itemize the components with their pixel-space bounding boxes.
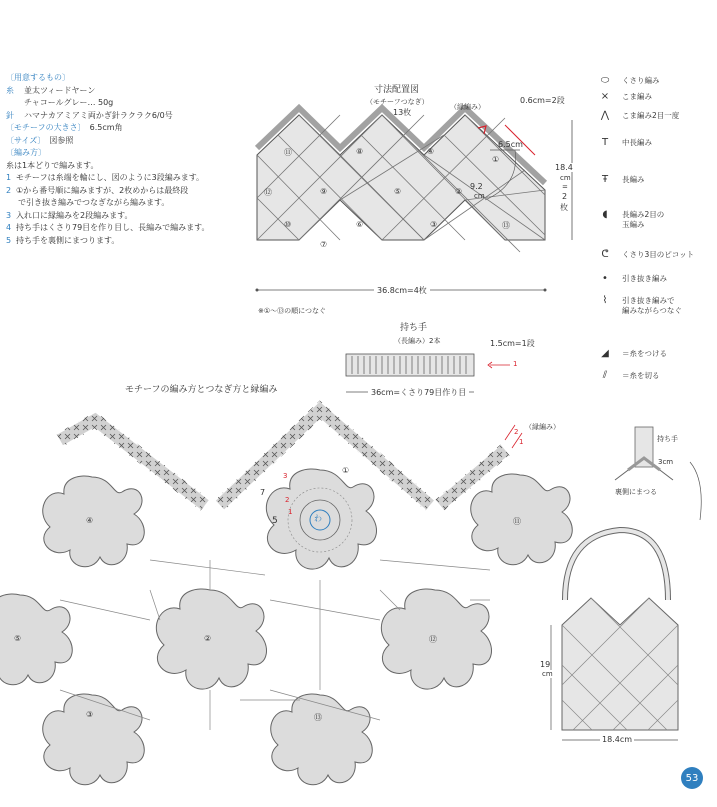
layout-num-5: ⑤ bbox=[394, 187, 402, 196]
chart-round-5: 5 bbox=[272, 516, 278, 526]
layout-width: 36.8cm=4枚 bbox=[374, 285, 430, 296]
chart-num-13: ⑬ bbox=[314, 713, 322, 722]
chart-round-7: 7 bbox=[260, 488, 266, 497]
step-4: 4 持ち手はくさり79目を作り目し、長編みで編みます。 bbox=[6, 223, 210, 232]
step-2: 2 ①から番号順に編みますが、2枚めからは最終段 bbox=[6, 185, 189, 195]
layout-num-3: ③ bbox=[430, 220, 438, 229]
layout-num-13: ⑬ bbox=[502, 221, 510, 230]
layout-num-6: ⑥ bbox=[356, 220, 364, 229]
chart-row-1: 1 bbox=[519, 438, 524, 446]
motif-size: 6.5cm角 bbox=[89, 123, 123, 132]
needle-text: ハマナカアミアミ両かぎ針ラクラク6/0号 bbox=[24, 110, 173, 120]
step-5: 5 持ち手を裏側にまつります。 bbox=[6, 235, 120, 245]
legend-sc2tog: ⋀ こま編み2目一度 bbox=[596, 111, 679, 121]
step-1: 1 モチーフは糸端を輪にし、図のように3段編みます。 bbox=[6, 173, 205, 182]
legend-slip: • 引き抜き編み bbox=[596, 274, 667, 284]
handle-title: 持ち手 bbox=[400, 323, 428, 333]
layout-count: 13枚 bbox=[393, 108, 412, 117]
dc-icon: Ŧ bbox=[601, 174, 609, 185]
yarn-line-2: チャコールグレー… 50g bbox=[24, 98, 114, 107]
step-3: 3 入れ口に縁編みを2段編みます。 bbox=[6, 210, 133, 220]
chain-stitch-icon: ⬭ bbox=[600, 75, 610, 86]
single-crochet-icon: × bbox=[600, 91, 610, 102]
size-label: 〔サイズ〕 bbox=[6, 135, 46, 145]
yarn-line-1: 並太ツィードヤーン bbox=[24, 85, 96, 95]
chart-num-11: ⑪ bbox=[513, 517, 521, 526]
chart-num-3: ③ bbox=[86, 710, 94, 719]
finish-dim: 3cm bbox=[658, 458, 674, 466]
legend-hdc: T 中長編み bbox=[596, 138, 652, 148]
layout-title: 寸法配置図 bbox=[374, 85, 420, 95]
chart-round-3: 3 bbox=[283, 472, 288, 480]
handle-arrow-label: 1 bbox=[513, 360, 518, 368]
handle-dim-right: 1.5cm=1段 bbox=[490, 339, 535, 348]
finish-handle-label: 持ち手 bbox=[657, 435, 678, 443]
chart-num-5: ⑤ bbox=[14, 634, 22, 643]
dc-bobble-icon: ◖ bbox=[602, 209, 608, 220]
bag-height-2: cm bbox=[542, 670, 553, 678]
step-2-cont: で引き抜き編みでつなぎながら編みます。 bbox=[18, 198, 170, 207]
layout-num-4: ④ bbox=[427, 147, 435, 156]
chart-round-2: 2 bbox=[285, 496, 290, 504]
legend-sc: × こま編み bbox=[596, 92, 652, 102]
attach-yarn-icon: ◢ bbox=[601, 348, 609, 359]
legend-join-slip: ⌇ 引き抜き編みで 編みながらつなぐ bbox=[596, 296, 682, 316]
cut-yarn-icon: ⫽ bbox=[602, 370, 608, 381]
bag-width: 18.4cm bbox=[602, 735, 633, 744]
chart-num-2: ② bbox=[204, 634, 212, 643]
sc2tog-icon: ⋀ bbox=[600, 110, 610, 121]
page-number: 53 bbox=[681, 767, 703, 789]
materials-header: 〔用意するもの〕 bbox=[6, 73, 70, 82]
layout-edge-dim: 0.6cm=2段 bbox=[520, 96, 565, 105]
picot-icon: ᕦ bbox=[601, 249, 609, 260]
chart-row-2: 2 bbox=[514, 428, 519, 436]
layout-order-note: ※①〜⑬の順につなぐ bbox=[258, 307, 327, 315]
layout-num-11: ⑪ bbox=[284, 148, 292, 157]
legend-attach: ◢ ＝糸をつける bbox=[596, 349, 667, 359]
yarn-label: 糸 bbox=[6, 85, 14, 95]
layout-height-1: 18.4 bbox=[555, 163, 573, 172]
legend-picot: ᕦ くさり3目のピコット bbox=[596, 250, 694, 260]
layout-height-2: cm bbox=[560, 174, 571, 182]
layout-diagram bbox=[256, 108, 573, 292]
layout-edging: （縁編み） bbox=[450, 103, 485, 111]
method-intro: 糸は1本どりで編みます。 bbox=[6, 160, 99, 170]
finish-note: 裏側にまつる bbox=[615, 488, 657, 496]
motif-size-label: 〔モチーフの大きさ〕 bbox=[6, 123, 86, 132]
chart-center: わ bbox=[314, 514, 322, 523]
layout-motif-note: （モチーフつなぎ） bbox=[366, 98, 429, 106]
finish-illustrations bbox=[551, 427, 701, 740]
layout-diag-dim-2: cm bbox=[474, 192, 485, 200]
chart-num-4: ④ bbox=[86, 516, 94, 525]
legend-bobble: ◖ 長編み2目の 玉編み bbox=[596, 210, 664, 230]
layout-height-4: 2 bbox=[562, 192, 568, 201]
method-label: 〔編み方〕 bbox=[6, 148, 46, 157]
slip-stitch-icon: • bbox=[602, 273, 608, 284]
chart-num-12: ⑫ bbox=[429, 635, 437, 644]
size-text: 図参照 bbox=[49, 135, 74, 145]
legend-dc: Ŧ 長編み bbox=[596, 175, 645, 185]
needle-label: 針 bbox=[6, 110, 14, 120]
layout-num-10: ⑩ bbox=[284, 220, 292, 229]
layout-num-9: ⑨ bbox=[320, 187, 328, 196]
layout-num-8: ⑧ bbox=[356, 147, 364, 156]
chart-title: モチーフの編み方とつなぎ方と縁編み bbox=[125, 385, 278, 395]
layout-num-2: ② bbox=[455, 187, 463, 196]
layout-diag-dim-1: 9.2 bbox=[470, 182, 483, 191]
layout-height-3: = bbox=[562, 183, 568, 191]
layout-num-7: ⑦ bbox=[320, 240, 328, 249]
hdc-icon: T bbox=[601, 137, 609, 148]
layout-motif-dim: 6.5cm bbox=[498, 140, 523, 149]
layout-num-1: ① bbox=[492, 155, 500, 164]
chart-edging: （縁編み） bbox=[525, 423, 560, 431]
layout-height-5: 枚 bbox=[560, 203, 568, 212]
legend-chain: ⬭ くさり編み bbox=[596, 76, 660, 86]
crochet-chart bbox=[0, 410, 572, 800]
chart-round-1: 1 bbox=[288, 508, 293, 516]
handle-subtitle: （長編み）2本 bbox=[394, 337, 441, 345]
join-slip-icon: ⌇ bbox=[602, 295, 608, 306]
legend-cut: ⫽ ＝糸を切る bbox=[596, 371, 660, 381]
handle-dim-bottom: 36cm=くさり79目作り目 bbox=[368, 387, 469, 398]
bag-height-1: 19 bbox=[540, 660, 551, 669]
layout-num-12: ⑫ bbox=[264, 188, 272, 197]
chart-num-1: ① bbox=[342, 466, 350, 475]
